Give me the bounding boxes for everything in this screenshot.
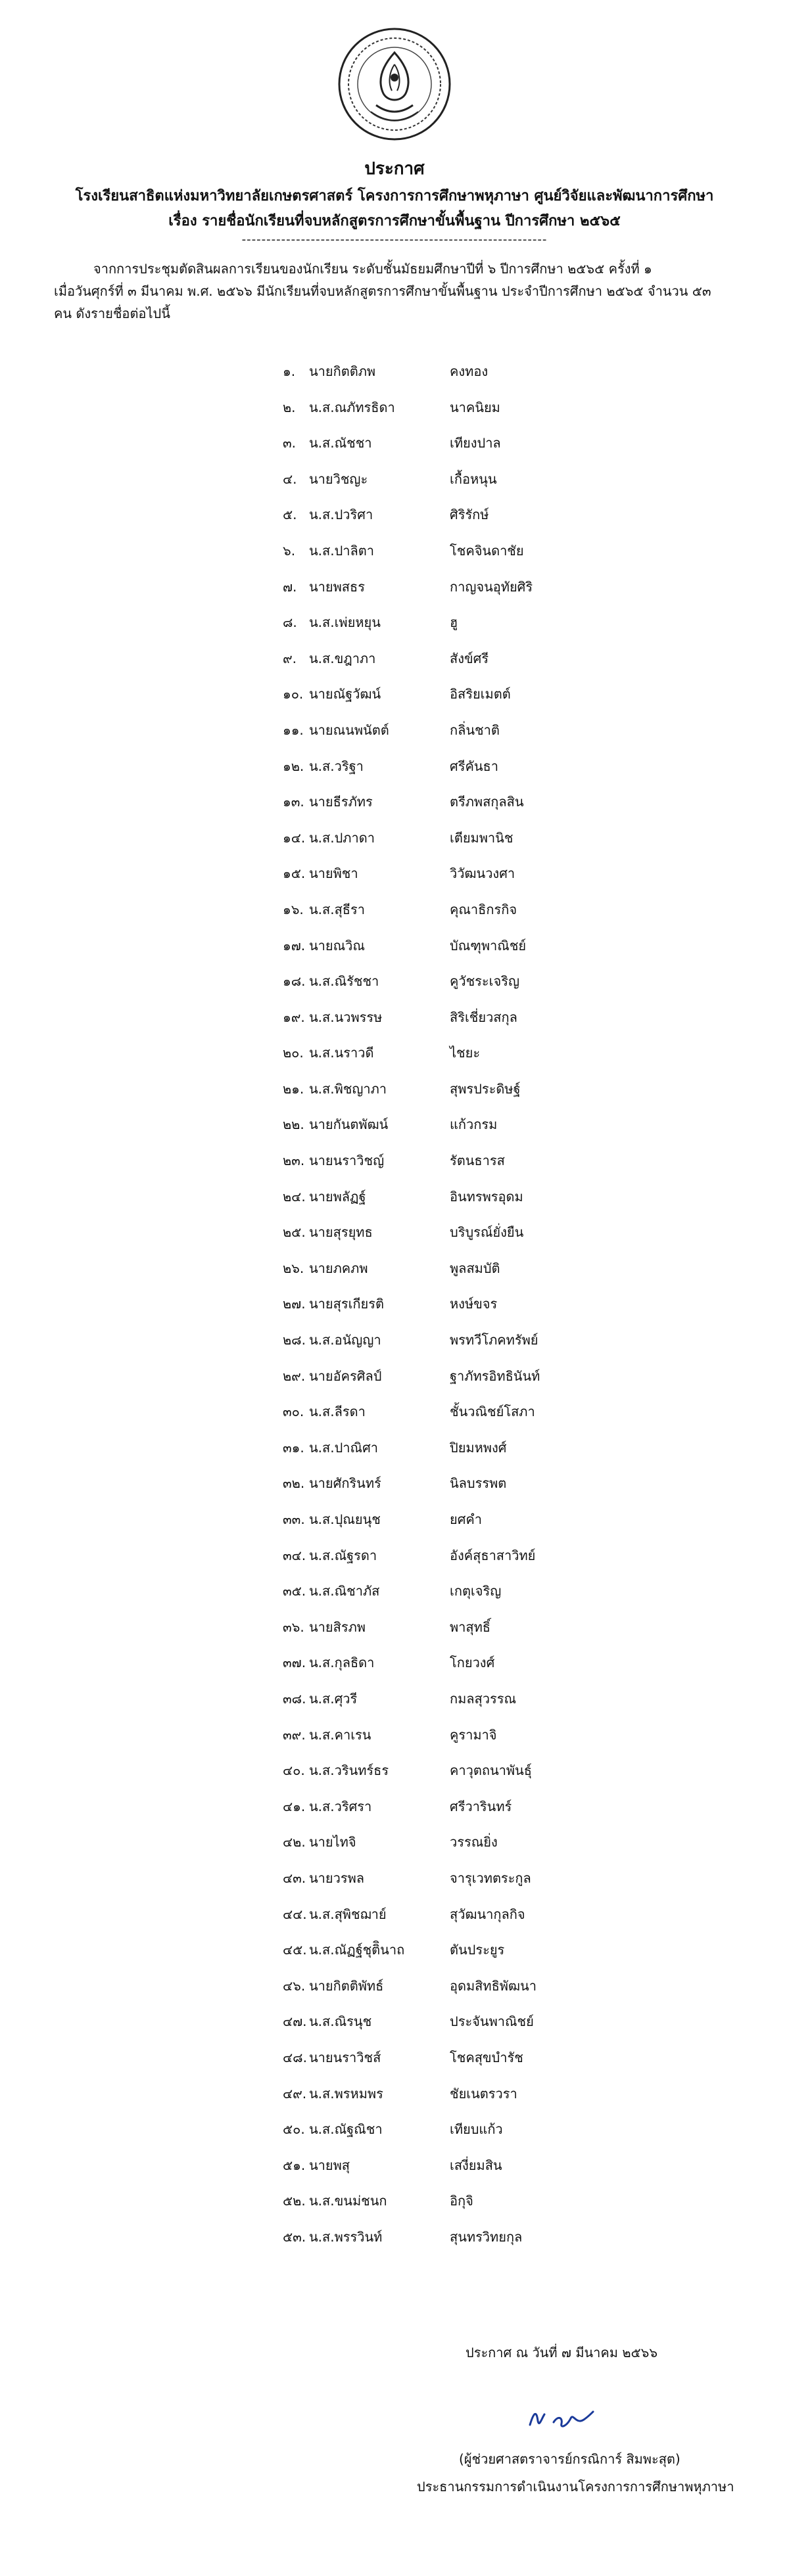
student-row	[283, 937, 651, 973]
student-row	[283, 1511, 651, 1547]
student-row	[283, 758, 651, 794]
student-row	[283, 1582, 651, 1619]
student-row	[283, 542, 651, 578]
student-given-name: นายณวิณ	[309, 937, 365, 954]
university-seal-logo	[337, 26, 452, 142]
student-number: ๒๘.	[283, 1332, 306, 1348]
student-row	[283, 865, 651, 901]
student-number: ๕๐.	[283, 2121, 305, 2138]
student-surname: ศรีวารินทร์	[450, 1798, 512, 1814]
student-given-name: น.ส.ศุวรี	[309, 1690, 358, 1707]
signer-role: ประธานกรรมการดำเนินงานโครงการการศึกษาพหุภาษา	[417, 2479, 734, 2495]
student-given-name: น.ส.ณิรนุช	[309, 2013, 372, 2030]
student-row	[283, 2013, 651, 2049]
student-surname: จารุเวทตระกูล	[450, 1870, 531, 1886]
student-given-name: น.ส.สุธีรา	[309, 901, 365, 917]
student-surname: บัณฑุพาณิชย์	[450, 937, 527, 954]
student-given-name: นายกันตพัฒน์	[309, 1116, 389, 1133]
student-given-name: นายวิชญะ	[309, 471, 368, 487]
student-list	[283, 363, 651, 2264]
student-given-name: น.ส.ณิชาภัส	[309, 1583, 380, 1599]
student-number: ๔๐.	[283, 1762, 305, 1779]
student-number: ๑๑.	[283, 722, 304, 738]
student-number: ๔๘.	[283, 2049, 307, 2065]
student-given-name: นายอัครศิลป์	[309, 1368, 382, 1384]
student-surname: สังข์ศรี	[450, 650, 489, 666]
student-number: ๔๓.	[283, 1870, 306, 1886]
student-number: ๓๙.	[283, 1726, 306, 1743]
student-row	[283, 1726, 651, 1762]
student-number: ๑๕.	[283, 865, 306, 882]
student-surname: อุดมสิทธิพัฒนา	[450, 1977, 537, 1994]
student-surname: ตันประยูร	[450, 1942, 505, 1958]
student-surname: ฐาภัทรอิทธินันท์	[450, 1368, 540, 1384]
student-surname: อิสริยเมตต์	[450, 686, 511, 702]
student-number: ๒๐.	[283, 1045, 304, 1061]
student-row	[283, 1475, 651, 1511]
student-surname: ประจันพาณิชย์	[450, 2013, 534, 2030]
subject-line: เรื่อง รายชื่อนักเรียนที่จบหลักสูตรการศึกษาขั้นพื้นฐาน ปีการศึกษา ๒๕๖๕	[168, 213, 621, 229]
student-row	[283, 1044, 651, 1080]
student-surname: เทียบแก้ว	[450, 2121, 503, 2138]
student-given-name: น.ส.อนัญญา	[309, 1332, 381, 1348]
intro-paragraph	[54, 258, 738, 325]
student-surname: นิลบรรพต	[450, 1475, 507, 1492]
student-given-name: น.ส.ณัฐณิชา	[309, 2121, 383, 2138]
student-row	[283, 363, 651, 399]
student-surname: คาวุตถนาพันธุ์	[450, 1762, 532, 1779]
student-given-name: นายสุรยุทธ	[309, 1224, 373, 1241]
student-number: ๑๒.	[283, 758, 304, 774]
student-row	[283, 793, 651, 829]
student-surname: วิวัฒนวงศา	[450, 865, 515, 882]
student-number: ๕.	[283, 507, 297, 523]
student-number: ๓๑.	[283, 1439, 304, 1456]
student-given-name: นายณัฐวัฒน์	[309, 686, 381, 702]
student-given-name: น.ส.คาเรน	[309, 1726, 371, 1743]
student-number: ๗.	[283, 578, 297, 595]
student-given-name: น.ส.ปุณยนุช	[309, 1511, 381, 1527]
student-number: ๔๕.	[283, 1942, 307, 1958]
student-surname: นาคนิยม	[450, 399, 500, 415]
student-surname: พาสุทธิ์	[450, 1619, 491, 1635]
student-number: ๔๗.	[283, 2013, 307, 2030]
student-given-name: นายธีรภัทร	[309, 794, 373, 810]
student-row	[283, 1833, 651, 1870]
intro-line-3: คน ดังรายชื่อต่อไปนี้	[54, 306, 170, 321]
student-number: ๑.	[283, 363, 296, 379]
student-number: ๒.	[283, 399, 296, 415]
student-row	[283, 1331, 651, 1368]
student-given-name: น.ส.ขนม่ชนก	[309, 2193, 387, 2209]
student-surname: แก้วกรม	[450, 1116, 498, 1133]
student-surname: กาญจนอุทัยศิริ	[450, 578, 533, 595]
student-row	[283, 399, 651, 435]
signer-name: (ผู้ช่วยศาสตราจารย์กรณิการ์ สิมพะสุต)	[459, 2451, 681, 2467]
student-surname: กมลสุวรรณ	[450, 1690, 517, 1707]
student-surname: หงษ์ขจร	[450, 1296, 498, 1312]
student-surname: ฮู	[450, 614, 458, 631]
student-surname: อิกุจิ	[450, 2193, 473, 2209]
student-given-name: นายณนพนัตต์	[309, 722, 389, 738]
student-row	[283, 2121, 651, 2157]
student-row	[283, 685, 651, 722]
student-surname: บริบูรณ์ยั่งยืน	[450, 1224, 524, 1241]
student-given-name: นายพสุ	[309, 2157, 350, 2173]
student-number: ๕๓.	[283, 2228, 306, 2245]
announcement-title: ประกาศ	[364, 159, 425, 179]
student-number: ๙.	[283, 650, 297, 666]
student-surname: คุณาธิกรกิจ	[450, 901, 517, 917]
student-row	[283, 1260, 651, 1296]
student-surname: เกตุเจริญ	[450, 1583, 502, 1599]
student-number: ๕๑.	[283, 2157, 306, 2173]
student-row	[283, 434, 651, 471]
student-surname: คูวัชระเจริญ	[450, 973, 520, 990]
student-surname: ไชยะ	[450, 1045, 481, 1061]
student-given-name: น.ส.เพ่ยหยุน	[309, 614, 381, 631]
student-given-name: น.ส.ปวริศา	[309, 507, 373, 523]
student-number: ๑๔.	[283, 829, 306, 846]
student-row	[283, 973, 651, 1009]
student-given-name: น.ส.ณัฐรดา	[309, 1547, 377, 1563]
student-row	[283, 1116, 651, 1152]
student-surname: ปิยมหพงศ์	[450, 1439, 507, 1456]
student-surname: วรรณยิ่ง	[450, 1834, 498, 1851]
student-row	[283, 1690, 651, 1726]
student-number: ๒๗.	[283, 1296, 306, 1312]
student-given-name: น.ส.ณัฏฐ์ชุติินาถ	[309, 1942, 405, 1958]
student-surname: กลิ่นชาติ	[450, 722, 500, 738]
student-given-name: นายกิตติภพ	[309, 363, 376, 379]
student-number: ๔๔.	[283, 1906, 307, 1922]
student-surname: คูรามาจิ	[450, 1726, 497, 1743]
student-row	[283, 829, 651, 865]
student-number: ๑๗.	[283, 937, 306, 954]
student-row	[283, 1654, 651, 1690]
student-surname: สุวัฒนากุลกิจ	[450, 1906, 525, 1922]
student-given-name: น.ส.วริศรา	[309, 1798, 372, 1814]
student-number: ๑๙.	[283, 1009, 305, 1025]
student-number: ๔๙.	[283, 2085, 307, 2102]
student-given-name: น.ส.พิชญาภา	[309, 1080, 387, 1097]
student-number: ๓๖.	[283, 1619, 304, 1635]
student-number: ๒๓.	[283, 1153, 305, 1169]
student-row	[283, 1403, 651, 1439]
student-given-name: น.ส.ณัชชา	[309, 435, 372, 451]
student-number: ๘.	[283, 614, 297, 631]
student-row	[283, 1941, 651, 1977]
student-surname: สุพรประดิษฐ์	[450, 1080, 521, 1097]
student-number: ๑๐.	[283, 686, 304, 702]
student-row	[283, 1368, 651, 1404]
student-surname: อังค์สุธาสาวิทย์	[450, 1547, 536, 1563]
student-given-name: นายกิตติพัทธ์	[309, 1977, 384, 1994]
handwritten-signature	[525, 2399, 597, 2438]
student-given-name: นายนราวิชญ์	[309, 1153, 385, 1169]
student-number: ๓๘.	[283, 1690, 306, 1707]
student-given-name: นายภคภพ	[309, 1260, 368, 1276]
student-surname: ศรีคันธา	[450, 758, 498, 774]
student-number: ๒๖.	[283, 1260, 304, 1276]
student-row	[283, 578, 651, 614]
student-surname: ชั้นวณิชย์โสภา	[450, 1404, 535, 1420]
student-given-name: น.ส.ปาลิตา	[309, 542, 374, 559]
student-row	[283, 2049, 651, 2085]
student-given-name: น.ส.พรหมพร	[309, 2085, 383, 2102]
student-surname: เสงี่ยมสิน	[450, 2157, 502, 2173]
student-given-name: นายสิรภพ	[309, 1619, 366, 1635]
student-given-name: น.ส.ปาณิศา	[309, 1439, 378, 1456]
student-given-name: น.ส.นราวดี	[309, 1045, 374, 1061]
student-number: ๒๕.	[283, 1224, 306, 1241]
student-surname: พูลสมบัติ	[450, 1260, 500, 1276]
student-surname: พรทวีโภคทรัพย์	[450, 1332, 538, 1348]
student-given-name: น.ส.วรินทร์ธร	[309, 1762, 389, 1779]
student-number: ๒๙.	[283, 1368, 306, 1384]
student-number: ๓๐.	[283, 1404, 304, 1420]
student-given-name: นายศักรินทร์	[309, 1475, 381, 1492]
student-row	[283, 1906, 651, 1942]
student-row	[283, 650, 651, 686]
student-row	[283, 1798, 651, 1834]
student-number: ๒๔.	[283, 1188, 306, 1205]
student-number: ๔๑.	[283, 1798, 306, 1814]
student-row	[283, 614, 651, 650]
student-given-name: น.ส.ลีรดา	[309, 1404, 366, 1420]
student-row	[283, 1619, 651, 1655]
student-row	[283, 471, 651, 507]
student-given-name: นายพลัฏฐ์	[309, 1188, 366, 1205]
student-given-name: น.ส.สุพิชฌาย์	[309, 1906, 387, 1922]
student-number: ๓๔.	[283, 1547, 306, 1563]
student-number: ๔.	[283, 471, 297, 487]
student-row	[283, 1439, 651, 1475]
student-surname: ชัยเนตรวรา	[450, 2085, 517, 2102]
student-given-name: น.ส.นวพรรษ	[309, 1009, 383, 1025]
student-surname: โกยวงศ์	[450, 1655, 495, 1671]
student-surname: อินทรพรอุดม	[450, 1188, 523, 1205]
student-row	[283, 1188, 651, 1224]
separator-line: --------------------------------------------------------------	[241, 233, 548, 246]
student-given-name: น.ส.ขฎาภา	[309, 650, 376, 666]
student-row	[283, 901, 651, 937]
student-row	[283, 1870, 651, 1906]
student-given-name: น.ส.กุลธิดา	[309, 1655, 375, 1671]
student-number: ๓๗.	[283, 1655, 306, 1671]
student-row	[283, 506, 651, 542]
student-given-name: นายนราวิชส์	[309, 2049, 381, 2065]
student-row	[283, 2192, 651, 2228]
student-row	[283, 1977, 651, 2013]
student-number: ๓๕.	[283, 1583, 306, 1599]
student-given-name: น.ส.ณิรัชชา	[309, 973, 379, 990]
student-row	[283, 1080, 651, 1116]
student-surname: ตรีภพสกุลสิน	[450, 794, 524, 810]
student-surname: เตียมพานิช	[450, 829, 514, 846]
student-number: ๑๖.	[283, 901, 304, 917]
student-number: ๖.	[283, 542, 296, 559]
student-number: ๒๒.	[283, 1116, 304, 1133]
student-surname: เกื้อหนุน	[450, 471, 497, 487]
student-surname: เทียงปาล	[450, 435, 501, 451]
intro-line-1: จากการประชุมตัดสินผลการเรียนของนักเรียน ระดับชั้นมัธยมศึกษาปีที่ ๖ ปีการศึกษา ๒๕๖๕ ครั้งที่ ๑	[93, 261, 652, 277]
student-number: ๓๓.	[283, 1511, 305, 1527]
student-row	[283, 2085, 651, 2121]
announcement-date: ประกาศ ณ วันที่ ๗ มีนาคม ๒๕๖๖	[466, 2345, 658, 2360]
student-row	[283, 1762, 651, 1798]
student-surname: โชคจินดาชัย	[450, 542, 524, 559]
student-given-name: น.ส.วริฐา	[309, 758, 364, 774]
student-given-name: นายไทจิ	[309, 1834, 356, 1851]
student-number: ๓.	[283, 435, 297, 451]
student-surname: รัตนธารส	[450, 1153, 505, 1169]
student-row	[283, 2157, 651, 2193]
student-row	[283, 1295, 651, 1331]
student-given-name: นายพิชา	[309, 865, 358, 882]
student-number: ๑๘.	[283, 973, 306, 990]
student-given-name: น.ส.พรรวินท์	[309, 2228, 383, 2245]
student-surname: ยศคำ	[450, 1511, 483, 1527]
student-row	[283, 1152, 651, 1188]
student-number: ๔๒.	[283, 1834, 306, 1851]
student-surname: สิริเชี่ยวสกุล	[450, 1009, 517, 1025]
student-given-name: นายสุรเกียรติ	[309, 1296, 384, 1312]
student-row	[283, 722, 651, 758]
student-row	[283, 1224, 651, 1260]
student-given-name: นายวรพล	[309, 1870, 365, 1886]
student-surname: โชคสุขบำรัช	[450, 2049, 523, 2065]
student-number: ๕๒.	[283, 2193, 306, 2209]
student-given-name: น.ส.ปภาดา	[309, 829, 375, 846]
organization-line: โรงเรียนสาธิตแห่งมหาวิทยาลัยเกษตรศาสตร์ โครงการการศึกษาพหุภาษา ศูนย์วิจัยและพัฒนาการศึกษา	[75, 188, 714, 204]
student-number: ๓๒.	[283, 1475, 305, 1492]
student-number: ๑๓.	[283, 794, 304, 810]
student-row	[283, 1009, 651, 1045]
student-surname: ศิริรักษ์	[450, 507, 489, 523]
intro-line-2: เมื่อวันศุกร์ที่ ๓ มีนาคม พ.ศ. ๒๕๖๖ มีนักเรียนที่จบหลักสูตรการศึกษาขั้นพื้นฐาน ประจำปีการศึกษา ๒๕๖๕ จำนวน ๕๓	[54, 283, 711, 299]
student-surname: สุนทรวิทยกุล	[450, 2228, 523, 2245]
student-surname: คงทอง	[450, 363, 489, 379]
student-given-name: น.ส.ณภัทรธิดา	[309, 399, 395, 415]
student-number: ๒๑.	[283, 1080, 304, 1097]
student-row	[283, 1547, 651, 1583]
student-row	[283, 2228, 651, 2265]
student-given-name: นายพสธร	[309, 578, 365, 595]
student-number: ๔๖.	[283, 1977, 306, 1994]
